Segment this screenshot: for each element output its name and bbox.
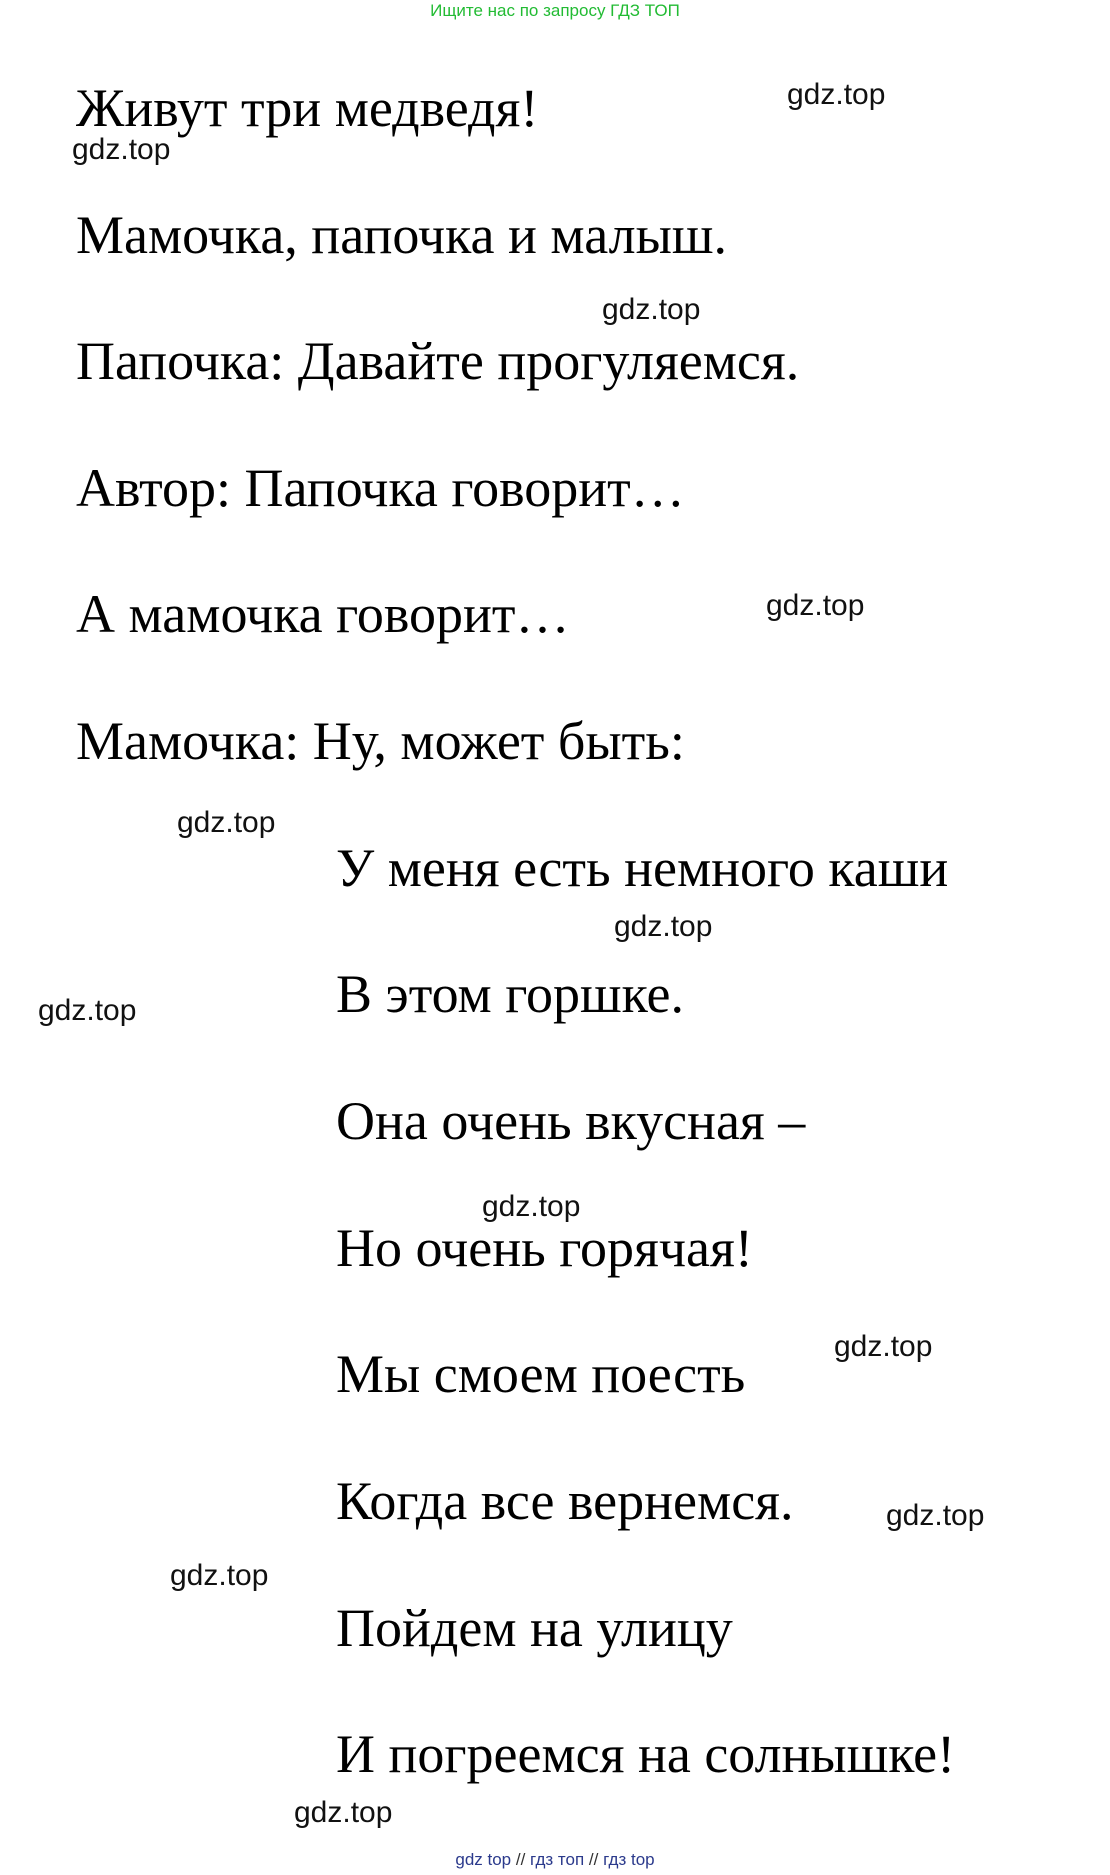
footer-separator: // xyxy=(515,1850,526,1869)
text-line-13: Пойдем на улицу xyxy=(336,1598,733,1658)
text-line-14: И погреемся на солнышке! xyxy=(336,1724,956,1784)
watermark: gdz.top xyxy=(602,293,701,326)
watermark: gdz.top xyxy=(886,1499,985,1532)
footer-links xyxy=(0,1849,1110,1871)
text-line-1: Живут три медведя! xyxy=(76,78,539,138)
text-line-12: Когда все вернемся. xyxy=(336,1471,794,1531)
footer-link-gdz-top-ru[interactable]: гдз топ xyxy=(530,1850,585,1869)
footer-separator: // xyxy=(588,1850,599,1869)
text-line-9: Она очень вкусная – xyxy=(336,1091,806,1151)
footer-link-gdz-top[interactable]: gdz top xyxy=(455,1850,512,1869)
watermark: gdz.top xyxy=(38,994,137,1027)
text-line-11: Мы смоем поесть xyxy=(336,1344,746,1404)
text-line-3: Папочка: Давайте прогуляемся. xyxy=(76,331,800,391)
footer-link-gdz-top-mixed[interactable]: гдз top xyxy=(603,1850,655,1869)
watermark: gdz.top xyxy=(482,1190,581,1223)
watermark: gdz.top xyxy=(170,1559,269,1592)
watermark: gdz.top xyxy=(614,910,713,943)
text-line-4: Автор: Папочка говорит… xyxy=(76,458,685,518)
text-line-10: Но очень горячая! xyxy=(336,1218,753,1278)
text-line-6: Мамочка: Ну, может быть: xyxy=(76,711,685,771)
text-line-8: В этом горшке. xyxy=(336,964,684,1024)
watermark: gdz.top xyxy=(834,1330,933,1363)
watermark: gdz.top xyxy=(72,133,171,166)
text-line-7: У меня есть немного каши xyxy=(336,838,949,898)
watermark: gdz.top xyxy=(294,1796,393,1829)
watermark: gdz.top xyxy=(787,78,886,111)
search-hint-link[interactable]: Ищите нас по запросу ГДЗ ТОП xyxy=(430,1,680,20)
watermark: gdz.top xyxy=(177,806,276,839)
text-line-2: Мамочка, папочка и малыш. xyxy=(76,205,727,265)
watermark: gdz.top xyxy=(766,589,865,622)
text-line-5: А мамочка говорит… xyxy=(76,584,570,644)
